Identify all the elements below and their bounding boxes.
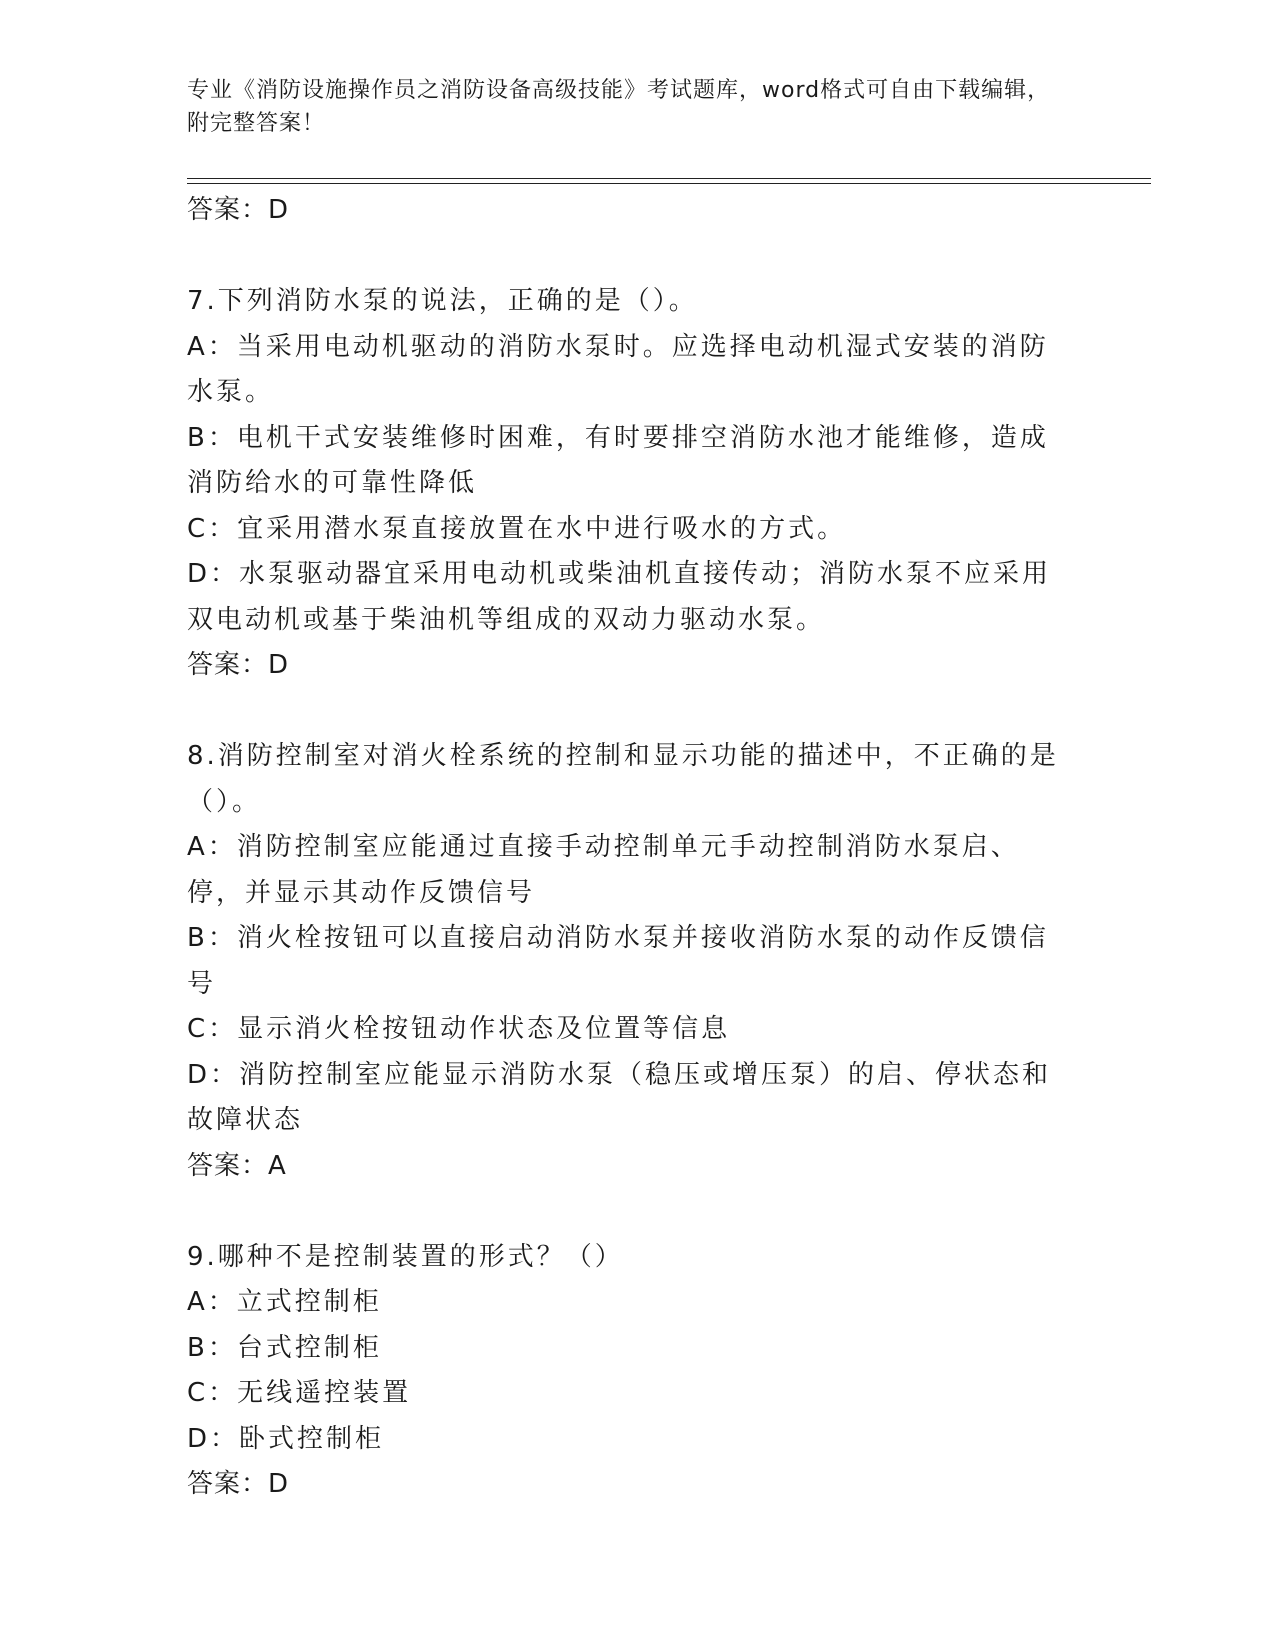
spacer bbox=[187, 689, 1067, 735]
option-a: A：立式控制柜 bbox=[187, 1287, 382, 1317]
option-c: C：宜采用潜水泵直接放置在水中进行吸水的方式。 bbox=[187, 513, 847, 544]
spacer bbox=[187, 1189, 1067, 1235]
option-c: C：显示消火栓按钮动作状态及位置等信息 bbox=[187, 1014, 731, 1044]
answer-label: 答案：A bbox=[187, 1150, 287, 1181]
question-block bbox=[187, 279, 1067, 689]
question-stem: 8.消防控制室对消火栓系统的控制和显示功能的描述中，不正确的是（）。 bbox=[187, 741, 1059, 817]
option-a: A：消防控制室应能通过直接手动控制单元手动控制消防水泵启、停，并显示其动作反馈信号 bbox=[187, 832, 1020, 908]
option-b: B：电机干式安装维修时困难，有时要排空消防水池才能维修，造成消防给水的可靠性降低 bbox=[187, 422, 1049, 498]
header-rule-upper bbox=[187, 178, 1151, 179]
spacer bbox=[187, 234, 1067, 280]
option-b: B：消火栓按钮可以直接启动消防水泵并接收消防水泵的动作反馈信号 bbox=[187, 923, 1049, 999]
question-block bbox=[187, 1235, 1067, 1508]
answer-label: 答案：D bbox=[187, 195, 290, 225]
document-body bbox=[187, 188, 1067, 1508]
option-d: D：卧式控制柜 bbox=[187, 1423, 385, 1454]
option-d: D：水泵驱动器宜采用电动机或柴油机直接传动；消防水泵不应采用双电动机或基于柴油机等组成的双动力驱动水泵。 bbox=[187, 559, 1052, 635]
option-c: C：无线遥控装置 bbox=[187, 1378, 412, 1408]
option-a: A：当采用电动机驱动的消防水泵时。应选择电动机湿式安装的消防水泵。 bbox=[187, 331, 1049, 407]
page-header: 专业《消防设施操作员之消防设备高级技能》考试题库，word格式可自由下载编辑，附完整答案！ bbox=[187, 78, 1051, 136]
question-block bbox=[187, 734, 1067, 1189]
answer-label: 答案：D bbox=[187, 650, 290, 680]
option-d: D：消防控制室应能显示消防水泵（稳压或增压泵）的启、停状态和故障状态 bbox=[187, 1059, 1052, 1135]
header-rule-lower bbox=[187, 183, 1151, 184]
question-stem: 9.哪种不是控制装置的形式？（） bbox=[187, 1241, 624, 1272]
option-b: B：台式控制柜 bbox=[187, 1332, 382, 1363]
question-stem: 7.下列消防水泵的说法，正确的是（）。 bbox=[187, 286, 698, 316]
answer-label: 答案：D bbox=[187, 1469, 290, 1499]
